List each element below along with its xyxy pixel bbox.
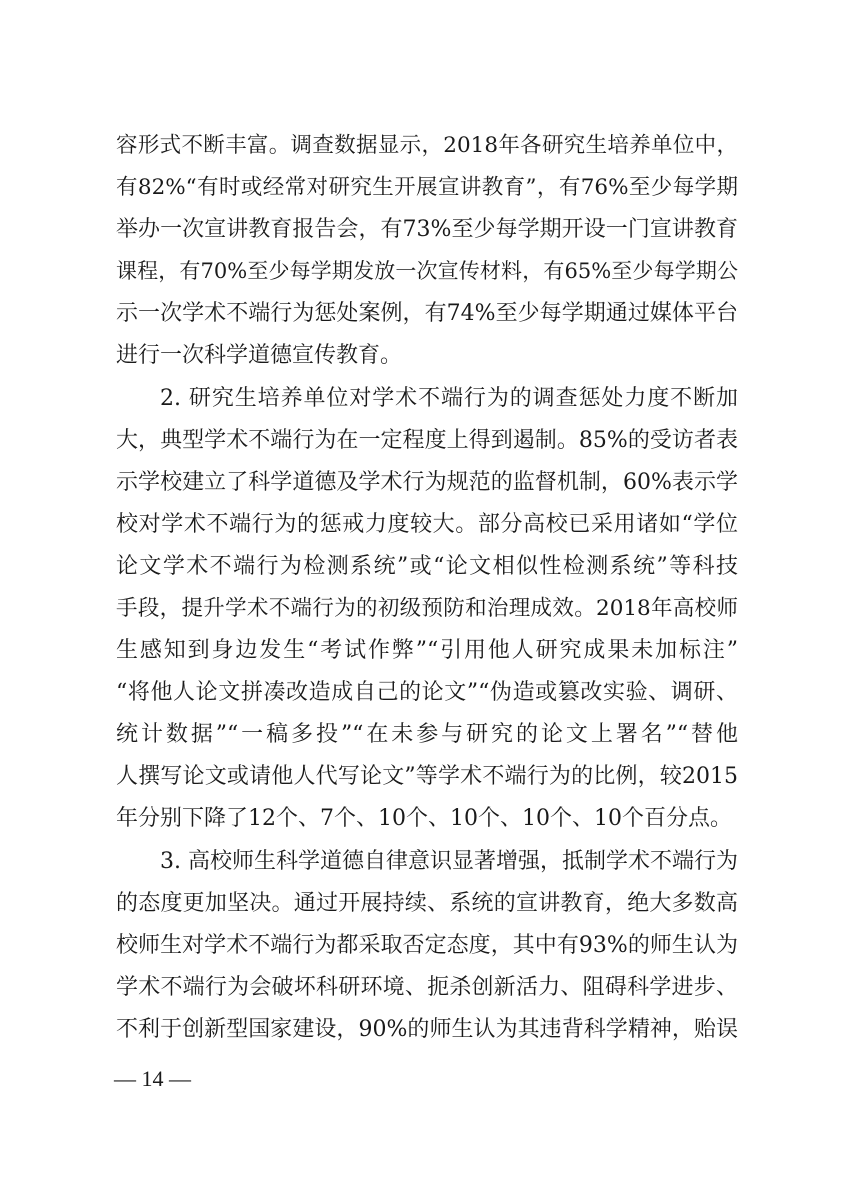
body-line-4: 课程，有70%至少每学期发放一次宣传材料，有65%至少每学期公 — [116, 259, 738, 283]
body-line-12: 手段，提升学术不端行为的初级预防和治理成效。2018年高校师 — [116, 596, 738, 621]
body-line-19: 的态度更加坚决。通过开展持续、系统的宣讲教育，绝大多数高 — [116, 891, 738, 916]
paragraph-3-line-1: 3. 高校师生科学道德自律意识显著增强，抵制学术不端行为 — [160, 849, 738, 874]
body-line-22: 不利于创新型国家建设，90%的师生认为其违背科学精神，贻误 — [116, 1017, 738, 1042]
body-line-20: 校师生对学术不端行为都采取否定态度，其中有93%的师生认为 — [116, 933, 738, 958]
body-line-8: 大，典型学术不端行为在一定程度上得到遏制。85%的受访者表 — [116, 428, 738, 453]
body-line-21: 学术不端行为会破坏科研环境、扼杀创新活力、阻碍科学进步、 — [116, 975, 738, 1000]
body-line-17: 年分别下降了12个、7个、10个、10个、10个、10个百分点。 — [116, 806, 732, 831]
page-number: — 14 — — [114, 1066, 191, 1091]
body-line-14: “将他人论文拼凑改造成自己的论文”“伪造或篡改实验、调研、 — [116, 680, 738, 705]
body-line-6: 进行一次科学道德宣传教育。 — [116, 343, 403, 368]
body-line-3: 举办一次宣讲教育报告会，有73%至少每学期开设一门宣讲教育 — [116, 217, 738, 242]
body-line-10: 校对学术不端行为的惩戒力度较大。部分高校已采用诸如“学位 — [116, 512, 738, 537]
body-line-2: 有82%“有时或经常对研究生开展宣讲教育”，有76%至少每学期 — [116, 175, 738, 200]
body-line-5: 示一次学术不端行为惩处案例，有74%至少每学期通过媒体平台 — [116, 301, 738, 326]
body-line-13: 生感知到身边发生“考试作弊”“引用他人研究成果未加标注” — [116, 638, 738, 663]
body-line-1: 容形式不断丰富。调查数据显示，2018年各研究生培养单位中， — [116, 133, 738, 158]
paragraph-2-line-1: 2. 研究生培养单位对学术不端行为的调查惩处力度不断加 — [160, 386, 738, 411]
body-line-9: 示学校建立了科学道德及学术行为规范的监督机制，60%表示学 — [116, 470, 738, 495]
body-line-11: 论文学术不端行为检测系统”或“论文相似性检测系统”等科技 — [116, 554, 738, 579]
body-line-15: 统计数据”“一稿多投”“在未参与研究的论文上署名”“替他 — [116, 722, 738, 747]
body-line-16: 人撰写论文或请他人代写论文”等学术不端行为的比例，较2015 — [116, 764, 738, 789]
